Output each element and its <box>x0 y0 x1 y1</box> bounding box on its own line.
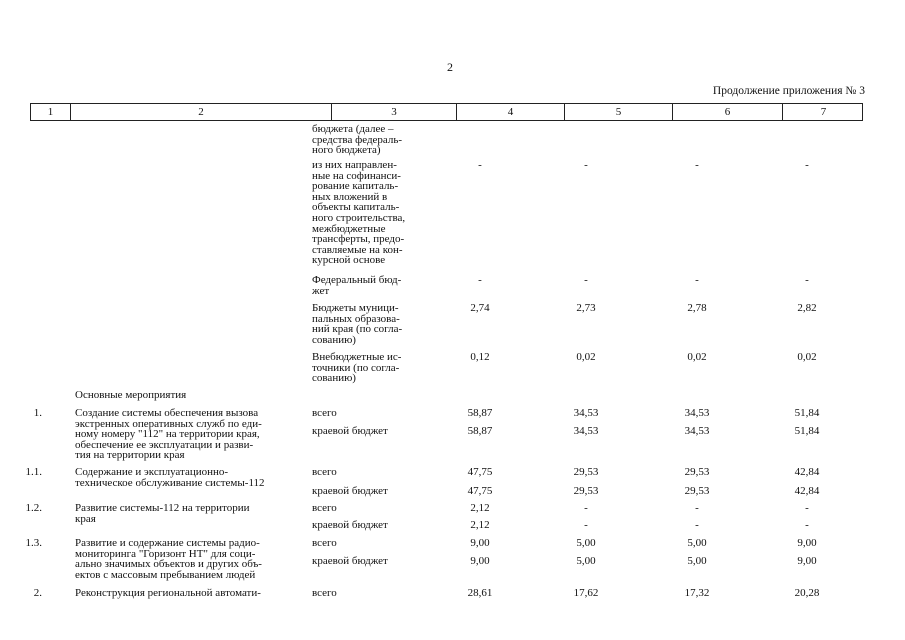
funding-source: краевой бюджет <box>312 555 388 567</box>
funding-source: всего <box>312 407 337 419</box>
cell-value: 28,61 <box>467 587 493 599</box>
funding-source: Бюджеты муници- пальных образова- ний края (по согла- сованию) <box>312 302 403 346</box>
cell-value: 9,00 <box>470 555 490 567</box>
cell-value: 0,02 <box>687 351 707 363</box>
col-header-3: 3 <box>332 104 457 120</box>
cell-value: 2,74 <box>470 302 490 314</box>
funding-source: краевой бюджет <box>312 485 388 497</box>
col-header-6: 6 <box>673 104 783 120</box>
measure-name: Развитие системы-112 на территории края <box>75 502 250 525</box>
cell-value: 2,12 <box>470 502 490 514</box>
funding-source: Внебюджетные ис- точники (по согла- сованию) <box>312 351 402 385</box>
measure-name: Создание системы обеспечения вызова экстренных оперативных служб по еди- ному номеру "112" на территории края, обеспечение ее эксплуатации и разви- тия на территории края <box>75 407 262 462</box>
cell-value: 0,12 <box>470 351 490 363</box>
measure-name: Содержание и эксплуатационно- техническое обслуживание системы-112 <box>75 466 265 489</box>
cell-value: - <box>584 159 588 171</box>
cell-value: 58,87 <box>467 407 493 419</box>
cell-value: 29,53 <box>573 466 599 478</box>
cell-value: 5,00 <box>576 537 596 549</box>
col-header-5: 5 <box>565 104 673 120</box>
cell-value: 34,53 <box>684 407 710 419</box>
cell-value: - <box>695 274 699 286</box>
measure-number: 2. <box>33 587 42 599</box>
continuation-note: Продолжение приложения № 3 <box>712 85 865 97</box>
funding-source: из них направлен- ные на софинанси- рование капиталь- ных вложений в объекты капиталь- ного строительства, межбюджетные трансферты, предо- ставляемые на кон- курсной основе <box>312 159 406 267</box>
cell-value: 5,00 <box>687 555 707 567</box>
cell-value: 34,53 <box>684 425 710 437</box>
cell-value: 5,00 <box>687 537 707 549</box>
table-header <box>30 103 863 121</box>
cell-value: 58,87 <box>467 425 493 437</box>
col-header-2: 2 <box>71 104 332 120</box>
cell-value: 5,00 <box>576 555 596 567</box>
measure-name: Реконструкция региональной автомати- <box>75 587 261 599</box>
cell-value: - <box>695 519 699 531</box>
cell-value: 0,02 <box>576 351 596 363</box>
cell-value: 47,75 <box>467 466 493 478</box>
page-number: 2 <box>447 60 453 74</box>
cell-value: 29,53 <box>573 485 599 497</box>
funding-source: краевой бюджет <box>312 519 388 531</box>
cell-value: - <box>478 274 482 286</box>
cell-value: 17,32 <box>684 587 710 599</box>
cell-value: 9,00 <box>470 537 490 549</box>
measure-name: Развитие и содержание системы радио- мониторинга "Горизонт НТ" для соци- ально значимых объектов и других объ- ектов с массовым пребыванием людей <box>75 537 262 581</box>
col-header-7: 7 <box>820 106 827 118</box>
cell-value: 34,53 <box>573 407 599 419</box>
cell-value: 29,53 <box>684 485 710 497</box>
cell-value: 17,62 <box>573 587 599 599</box>
cell-value: 29,53 <box>684 466 710 478</box>
cell-value: 9,00 <box>797 537 817 549</box>
funding-source: всего <box>312 502 337 514</box>
cell-value: - <box>695 502 699 514</box>
funding-source: бюджета (далее – средства федераль- ного бюджета) <box>312 123 403 157</box>
cell-value: 51,84 <box>794 425 820 437</box>
cell-value: - <box>584 519 588 531</box>
cell-value: 34,53 <box>573 425 599 437</box>
cell-value: 20,28 <box>794 587 820 599</box>
cell-value: 42,84 <box>794 466 820 478</box>
cell-value: - <box>805 519 809 531</box>
cell-value: 2,12 <box>470 519 490 531</box>
cell-value: - <box>805 159 809 171</box>
section-title: Основные мероприятия <box>75 389 187 401</box>
measure-number: 1. <box>33 407 42 419</box>
funding-source: всего <box>312 587 337 599</box>
cell-value: 2,82 <box>797 302 817 314</box>
measure-number: 1.2. <box>25 502 42 514</box>
cell-value: 2,73 <box>576 302 596 314</box>
col-header-1: 1 <box>31 104 71 120</box>
funding-source: краевой бюджет <box>312 425 388 437</box>
cell-value: 47,75 <box>467 485 493 497</box>
cell-value: - <box>478 159 482 171</box>
funding-source: Федеральный бюд- жет <box>312 274 402 297</box>
cell-value: 9,00 <box>797 555 817 567</box>
measure-number: 1.1. <box>25 466 42 478</box>
measure-number: 1.3. <box>25 537 42 549</box>
funding-source: всего <box>312 466 337 478</box>
cell-value: - <box>695 159 699 171</box>
cell-value: 2,78 <box>687 302 707 314</box>
cell-value: 51,84 <box>794 407 820 419</box>
cell-value: 0,02 <box>797 351 817 363</box>
cell-value: - <box>584 274 588 286</box>
cell-value: 42,84 <box>794 485 820 497</box>
cell-value: - <box>805 274 809 286</box>
cell-value: - <box>584 502 588 514</box>
col-header-4: 4 <box>457 104 565 120</box>
cell-value: - <box>805 502 809 514</box>
funding-source: всего <box>312 537 337 549</box>
